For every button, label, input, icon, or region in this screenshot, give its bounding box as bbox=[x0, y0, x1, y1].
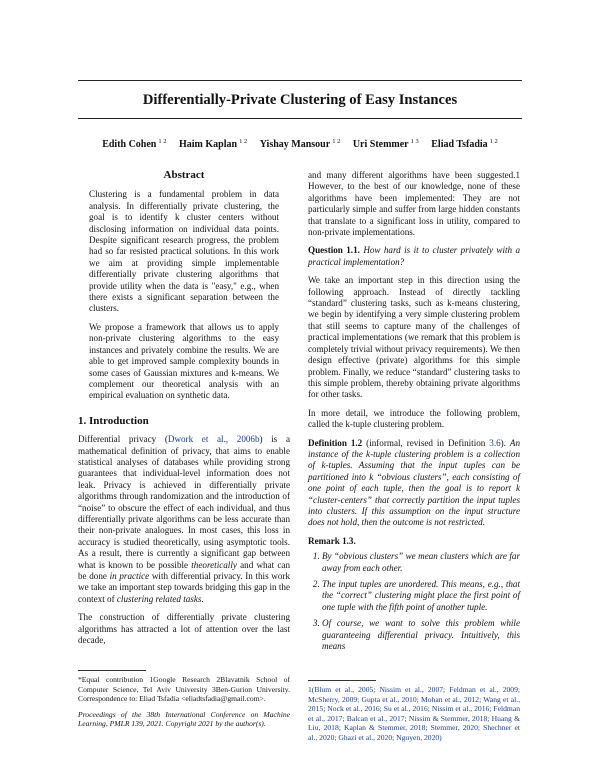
author: Eliad Tsfadia $^{1 2}$ bbox=[431, 138, 498, 150]
body-paragraph: and many different algorithms have been suggested.1 However, to the best of our knowledge, none of these algorithms have been implemented: They are not particularly simple and suffer from large hidden constants that translate to a significant loss in utility, compared to non-private implementations. bbox=[308, 170, 520, 238]
question: Question 1.1. How hard is it to cluster privately with a practical implementation? bbox=[308, 245, 520, 267]
paper-title: Differentially-Private Clustering of Easy Instances bbox=[142, 92, 458, 108]
author-list bbox=[78, 138, 522, 150]
top-rule bbox=[78, 80, 522, 81]
author: Haim Kaplan $^{1 2}$ bbox=[179, 138, 248, 150]
footnote-rule bbox=[308, 680, 376, 681]
right-footnotes bbox=[308, 680, 520, 745]
footnote-rule bbox=[78, 670, 146, 671]
abstract-paragraph: Clustering is a fundamental problem in data analysis. In differentially private clustering, the goal is to identify k cluster centers without disclosing information on individual data points. Despite significant research progress, the problem had so far resisted practical solutions. In this work we aim at providing simple implementable differentially private clustering algorithms that provide utility when the data is "easy," e.g., when there exists a significant separation between the clusters. bbox=[89, 189, 279, 314]
author: Uri Stemmer $^{1 3}$ bbox=[352, 138, 419, 150]
left-footnotes bbox=[78, 670, 290, 732]
abstract-paragraph: We propose a framework that allows us to apply non-private clustering algorithms to the easy instances and privately combine the results. We are able to get improved sample complexity bounds in some cases of Gaussian mixtures and k-means. We complement our theoretical analysis with an empirical evaluation on synthetic data. bbox=[89, 321, 279, 401]
intro-paragraph: The construction of differentially private clustering algorithms has attracted a lot of attention over the last decade, bbox=[78, 612, 290, 646]
definition: Definition 1.2 (informal, revised in Definition 3.6). An instance of the k-tuple clustering problem is a collection of k-tuples. Assuming that the input tuples can be partitioned into k “obvious clusters”, each consisting of one point of each tuple, then the goal is to report k “cluster-centers” that correctly partition the input tuples into clusters. If this assumption on the input structure does not hold, then the outcome is not restricted. bbox=[308, 437, 520, 528]
list-item: 1. By “obvious clusters” we mean clusters which are far away from each other. bbox=[322, 551, 520, 574]
remark-list bbox=[308, 551, 520, 652]
right-column bbox=[308, 170, 520, 658]
list-item: 2. The input tuples are unordered. This means, e.g., that the “correct” clustering might place the first point of one tuple with the fifth point of another tuple. bbox=[322, 579, 520, 613]
author: Edith Cohen $^{1 2}$ bbox=[102, 138, 167, 150]
author: Yishay Mansour $^{1 2}$ bbox=[259, 138, 341, 150]
proceedings-note: Proceedings of the 38th International Conference on Machine Learning, PMLR 139, 2021. Copyright 2021 by the author(s). bbox=[78, 709, 290, 728]
body-paragraph: In more detail, we introduce the following problem, called the k-tuple clustering problem. bbox=[308, 407, 520, 430]
title-bottom-rule bbox=[78, 118, 522, 119]
definition-ref-link[interactable]: 3.6 bbox=[489, 437, 501, 448]
affiliation-footnote: *Equal contribution 1Google Research 2Blavatnik School of Computer Science, Tel Aviv University 3Ben-Gurion University. Correspondence to: Eliad Tsfadia <eliadtsfadia@gmail.com>. bbox=[78, 675, 290, 703]
abstract-heading: Abstract bbox=[163, 169, 205, 181]
list-item: 3. Of course, we want to solve this problem while guaranteeing differential privacy. Intuitively, this means bbox=[322, 618, 520, 652]
citation-footnote[interactable]: 1(Blum et al., 2005; Nissim et al., 2007; Feldman et al., 2009; McSherry, 2009; Gupta et al., 2010; Mohan et al., 2012; Wang et al., 2015; Nock et al., 2016; Su et al., 2016; Nissim et al., 2016; Feldman et al., 2017; Balcan et al., 2017; Nissim & Stemmer, 2018; Huang & Liu, 2018; Kaplan & Stemmer, 2018; Stemmer, 2020; Shechner et al., 2020; Ghazi et al., 2020; Nguyen, 2020) bbox=[308, 685, 520, 742]
left-column bbox=[78, 170, 290, 653]
intro-paragraph: Differential privacy (Dwork et al., 2006b) is a mathematical definition of privacy, that aims to enable statistical analyses of databases while providing strong guarantees that individual-level information does not leak. Privacy is achieved in differentially private algorithms through randomization and the introduction of “noise” to obscure the effect of each individual, and thus differentially private algorithms can be less accurate than their non-private analogues. In most cases, this loss in accuracy is studied theoretically, using asymptotic tools. As a result, there is currently a significant gap between what is known to be possible theoretically and what can be done in practice with differential privacy. In this work we take an important step towards bridging this gap in the context of clustering related tasks. bbox=[78, 434, 290, 604]
remark-heading: Remark 1.3. bbox=[308, 535, 356, 546]
body-paragraph: We take an important step in this direction using the following approach. Instead of directly tackling “standard” clustering tasks, such as k-means clustering, we begin by identifying a very simple clustering problem that still seems to capture many of the challenges of practical implementations (we remark that this problem is completely trivial without privacy requirements). We then design effective (private) algorithms for this simple problem. Finally, we reduce “standard” clustering tasks to this simple problem, thereby obtaining private algorithms for other tasks. bbox=[308, 275, 520, 400]
section-heading: 1. Introduction bbox=[78, 414, 149, 427]
citation-link[interactable]: Dwork et al., 2006b bbox=[167, 434, 260, 445]
